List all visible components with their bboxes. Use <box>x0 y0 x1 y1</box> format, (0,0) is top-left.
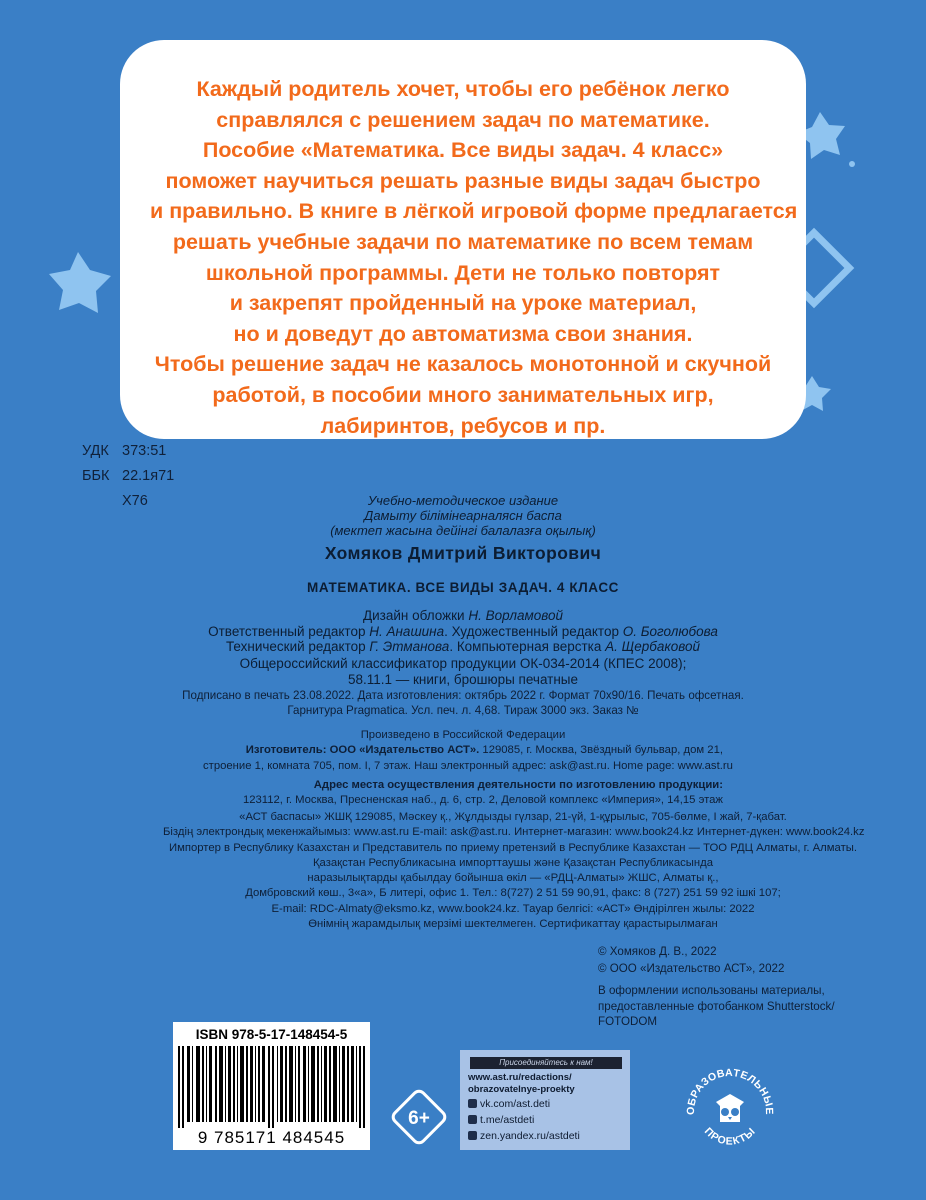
print-details-2: Гарнитура Pragmatica. Усл. печ. л. 4,68. Тираж 3000 экз. Заказ № <box>287 704 639 717</box>
age-rating: 6+ <box>408 1108 430 1129</box>
edition-type-ru: Учебно-методическое издание <box>367 493 559 508</box>
svg-text:ПРОЕКТЫ <box>702 1125 758 1147</box>
copyright-publisher: © ООО «Издательство АСТ», 2022 <box>598 962 785 975</box>
edu-projects-badge <box>682 1050 778 1170</box>
telegram-link[interactable]: t.me/astdeti <box>468 1114 534 1126</box>
kz-line: Домбровский көш., 3«а», Б литері, офис 1. Тел.: 8(727) 2 51 59 90,91, факс: 8 (727) 251 59 92 ішкі 107; <box>245 887 781 900</box>
description-line: справлялся с решением задач по математике. <box>216 107 710 132</box>
description-line: Пособие «Математика. Все виды задач. 4 класс» <box>202 138 724 163</box>
bbk-code: ББК 22.1я71 <box>82 468 175 484</box>
kz-line: «АСТ баспасы» ЖШҚ 129085, Мәскеу қ., Жұлдызды гүлзар, 21-үй, 1-құрылыс, 705-бөлме, I жай, 7-қабат. <box>239 811 787 823</box>
site-link[interactable]: www.ast.ru/redactions/ <box>468 1072 572 1083</box>
kz-line: Қазақстан Республикасына импорттаушы және Қазақстан Республикасында <box>312 856 714 869</box>
edition-note-kz: (мектеп жасына дейінгі балалазға оқылық) <box>330 523 596 538</box>
badge-text-bottom: ПРОЕКТЫ <box>701 1125 759 1148</box>
age-rating-icon <box>387 1085 451 1149</box>
telegram-icon <box>468 1115 477 1124</box>
photo-credit-2: предоставленные фотобанком Shutterstock/ <box>598 1000 835 1013</box>
social-header: Присоединяйтесь к нам! <box>470 1057 622 1069</box>
classifier-line: Общероссийский классификатор продукции ОК-034-2014 (КПЕС 2008); <box>239 656 687 671</box>
description-text <box>150 74 798 441</box>
description-line: поможет научиться решать разные виды задач быстро <box>165 168 761 193</box>
description-line: школьной программы. Дети не только повторят <box>205 260 721 285</box>
author-name: Хомяков Дмитрий Викторович <box>324 543 602 563</box>
manufacturer-line-2: строение 1, комната 705, пом. I, 7 этаж. Наш электронный адрес: ask@ast.ru. Home page: www.ast.ru <box>203 759 733 772</box>
editor-credit: Ответственный редактор Н. Анашина. Художественный редактор О. Боголюбова <box>208 624 718 639</box>
manufacturer-block <box>203 728 733 808</box>
zen-icon <box>468 1131 477 1140</box>
print-details-1: Подписано в печать 23.08.2022. Дата изготовления: октябрь 2022 г. Формат 70х90/16. Печать офсетная. <box>182 689 744 702</box>
tech-editor-credit: Технический редактор Г. Этманова. Компьютерная верстка А. Щербаковой <box>225 639 701 654</box>
description-line: решать учебные задачи по математике по всем темам <box>172 229 754 254</box>
kz-line: Импортер в Республику Казахстан и Представитель по приему претензий в Республике Казахстан — ТОО РДЦ Алматы, г. Алматы. <box>168 841 858 854</box>
production-address-label: Адрес места осуществления деятельности по изготовлению продукции: <box>313 778 723 791</box>
cover-design-credit: Дизайн обложки Н. Ворламовой <box>362 608 564 623</box>
udk-code: УДК 373:51 <box>82 443 167 459</box>
photo-credit-3: FOTODOM <box>598 1015 658 1028</box>
vk-icon <box>468 1099 477 1108</box>
site-link-2[interactable]: obrazovatelnye-proekty <box>468 1084 575 1095</box>
dot-icon <box>849 161 855 167</box>
kz-line: Біздің электрондық мекенжайымыз: www.ast.ru E-mail: ask@ast.ru. Интернет-магазин: www.book24.kz Интернет-дүкен: www.book24.kz <box>163 826 865 839</box>
edition-type-kz: Дамыту білімінеарналясн баспа <box>364 508 562 523</box>
isbn-text: ISBN 978-5-17-148454-5 <box>195 1027 348 1042</box>
star-icon-left <box>49 252 111 313</box>
zen-link[interactable]: zen.yandex.ru/astdeti <box>468 1130 580 1142</box>
barcode-bars <box>178 1046 365 1128</box>
book-title: МАТЕМАТИКА. ВСЕ ВИДЫ ЗАДАЧ. 4 КЛАСС <box>306 580 620 595</box>
copyright-author: © Хомяков Д. В., 2022 <box>598 945 717 958</box>
kz-line: наразылықтарды қабылдау бойынша өкіл — «РДЦ-Алматы» ЖШС, Алматы қ., <box>307 872 719 885</box>
description-line: лабиринтов, ребусов и пр. <box>320 413 606 438</box>
production-address: 123112, г. Москва, Пресненская наб., д. 6, стр. 2, Деловой комплекс «Империя», 14,15 этаж <box>242 794 723 807</box>
description-line: работой, в пособии много занимательных игр, <box>212 382 714 407</box>
description-line: и правильно. В книге в лёгкой игровой форме предлагается <box>150 199 798 224</box>
vk-link[interactable]: vk.com/ast.deti <box>468 1098 550 1110</box>
badge-text-top: ОБРАЗОВАТЕЛЬНЫЕ <box>684 1066 776 1116</box>
photo-credit-1: В оформлении использованы материалы, <box>598 984 825 997</box>
kz-info-block <box>163 810 863 932</box>
kz-line: Өнімнің жарамдылық мерзімі шектелмеген. Сертификаттау қарастырылмаған <box>308 918 718 931</box>
description-line: Каждый родитель хочет, чтобы его ребёнок легко <box>196 77 730 101</box>
made-in: Произведено в Российской Федерации <box>360 729 566 741</box>
kz-line: E-mail: RDC-Almaty@eksmo.kz, www.book24.kz. Тауар белгісі: «АСТ» Өндірілген жылы: 2022 <box>271 902 755 915</box>
barcode-digits: 9 785171 484545 <box>197 1128 346 1147</box>
classifier-line-2: 58.11.1 — книги, брошюры печатные <box>347 672 579 687</box>
description-line: и закрепят пройденный на уроке материал, <box>229 291 697 316</box>
description-line: Чтобы решение задач не казалось монотонной и скучной <box>154 352 772 377</box>
description-line: но и доведут до автоматизма свои знания. <box>233 321 693 346</box>
manufacturer-line-1: Изготовитель: ООО «Издательство АСТ». 129085, г. Москва, Звёздный бульвар, дом 21, <box>245 744 723 757</box>
author-code: Х76 <box>122 493 148 509</box>
